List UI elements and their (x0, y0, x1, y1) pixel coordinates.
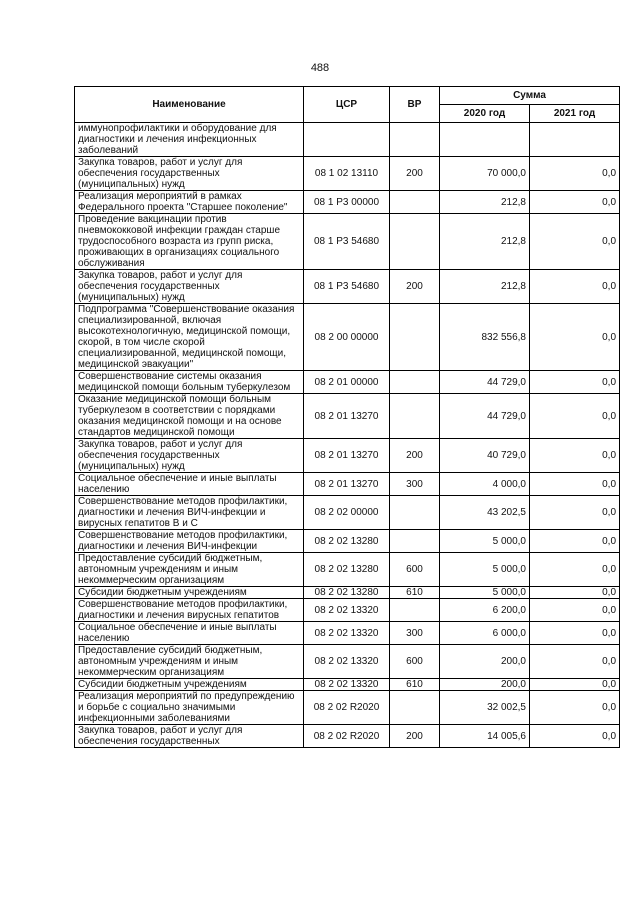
row-name: Субсидии бюджетным учреждениям (75, 587, 304, 599)
row-vr: 600 (390, 645, 440, 679)
row-vr (390, 530, 440, 553)
row-csr: 08 2 02 13320 (304, 645, 390, 679)
row-2020: 5 000,0 (440, 553, 530, 587)
row-2021: 0,0 (530, 587, 620, 599)
row-2020: 43 202,5 (440, 496, 530, 530)
row-vr (390, 304, 440, 371)
row-2020: 32 002,5 (440, 691, 530, 725)
budget-table (74, 86, 620, 748)
table-row (75, 123, 620, 157)
table-row (75, 473, 620, 496)
table-row (75, 530, 620, 553)
row-name: Закупка товаров, работ и услуг для обеспечения государственных (муниципальных) нужд (75, 270, 304, 304)
row-name: Совершенствование методов профилактики, диагностики и лечения ВИЧ-инфекции и вирусных гепатитов В и С (75, 496, 304, 530)
header-2020: 2020 год (440, 105, 530, 123)
row-2021: 0,0 (530, 599, 620, 622)
row-vr: 200 (390, 157, 440, 191)
row-2020: 212,8 (440, 214, 530, 270)
table-row (75, 439, 620, 473)
row-2020: 832 556,8 (440, 304, 530, 371)
row-vr (390, 214, 440, 270)
row-name: Проведение вакцинации против пневмококковой инфекции граждан старше трудоспособного возраста из групп риска, проживающих в организациях социального обслуживания (75, 214, 304, 270)
row-name: Субсидии бюджетным учреждениям (75, 679, 304, 691)
table-row (75, 394, 620, 439)
row-2021: 0,0 (530, 270, 620, 304)
table-row (75, 496, 620, 530)
table-row (75, 691, 620, 725)
row-2021: 0,0 (530, 679, 620, 691)
row-csr: 08 2 01 13270 (304, 439, 390, 473)
row-2021: 0,0 (530, 214, 620, 270)
row-vr: 200 (390, 270, 440, 304)
row-2020: 200,0 (440, 645, 530, 679)
row-2021: 0,0 (530, 304, 620, 371)
row-csr: 08 2 01 13270 (304, 394, 390, 439)
row-2020: 200,0 (440, 679, 530, 691)
row-vr (390, 371, 440, 394)
row-vr: 200 (390, 439, 440, 473)
row-vr (390, 123, 440, 157)
row-2020: 6 200,0 (440, 599, 530, 622)
row-2021: 0,0 (530, 645, 620, 679)
table-body (75, 123, 620, 748)
row-vr: 600 (390, 553, 440, 587)
table-row (75, 725, 620, 748)
row-2020: 4 000,0 (440, 473, 530, 496)
row-name: Реализация мероприятий по предупреждению и борьбе с социально значимыми инфекционными заболеваниями (75, 691, 304, 725)
row-csr: 08 2 02 13320 (304, 622, 390, 645)
row-2021 (530, 123, 620, 157)
row-vr (390, 599, 440, 622)
row-name: Социальное обеспечение и иные выплаты населению (75, 622, 304, 645)
row-csr: 08 2 02 13280 (304, 587, 390, 599)
row-vr (390, 191, 440, 214)
row-name: Закупка товаров, работ и услуг для обеспечения государственных (муниципальных) нужд (75, 157, 304, 191)
table-row (75, 553, 620, 587)
table-row (75, 371, 620, 394)
row-2021: 0,0 (530, 157, 620, 191)
table-row (75, 157, 620, 191)
row-csr: 08 2 00 00000 (304, 304, 390, 371)
table-row (75, 645, 620, 679)
row-2020: 6 000,0 (440, 622, 530, 645)
row-csr: 08 1 02 13110 (304, 157, 390, 191)
row-2020: 40 729,0 (440, 439, 530, 473)
table-row (75, 599, 620, 622)
row-2020: 212,8 (440, 270, 530, 304)
header-csr: ЦСР (304, 87, 390, 123)
table-row (75, 270, 620, 304)
row-vr: 300 (390, 473, 440, 496)
row-name: Социальное обеспечение и иные выплаты населению (75, 473, 304, 496)
row-name: Закупка товаров, работ и услуг для обеспечения государственных (муниципальных) нужд (75, 439, 304, 473)
row-csr: 08 2 02 13320 (304, 679, 390, 691)
row-2020: 14 005,6 (440, 725, 530, 748)
row-csr: 08 2 01 00000 (304, 371, 390, 394)
row-name: иммунопрофилактики и оборудование для диагностики и лечения инфекционных заболеваний (75, 123, 304, 157)
row-vr: 300 (390, 622, 440, 645)
row-name: Совершенствование методов профилактики, диагностики и лечения вирусных гепатитов (75, 599, 304, 622)
row-2020: 5 000,0 (440, 587, 530, 599)
row-vr: 610 (390, 679, 440, 691)
row-csr: 08 2 02 13320 (304, 599, 390, 622)
row-vr (390, 496, 440, 530)
table-row (75, 587, 620, 599)
row-name: Реализация мероприятий в рамках Федерального проекта "Старшее поколение" (75, 191, 304, 214)
row-csr: 08 2 02 13280 (304, 553, 390, 587)
row-2021: 0,0 (530, 530, 620, 553)
page-number: 488 (310, 62, 330, 74)
row-name: Совершенствование методов профилактики, диагностики и лечения ВИЧ-инфекции (75, 530, 304, 553)
row-2021: 0,0 (530, 725, 620, 748)
row-2021: 0,0 (530, 691, 620, 725)
row-2020: 70 000,0 (440, 157, 530, 191)
row-2021: 0,0 (530, 394, 620, 439)
row-2020: 44 729,0 (440, 371, 530, 394)
row-2020 (440, 123, 530, 157)
row-2020: 44 729,0 (440, 394, 530, 439)
row-csr: 08 2 02 R2020 (304, 725, 390, 748)
row-2021: 0,0 (530, 473, 620, 496)
row-name: Подпрограмма "Совершенствование оказания специализированной, включая высокотехнологичную, медицинской помощи, скорой, в том числе скорой специализированной, медицинской помощи, медицинской эвакуации" (75, 304, 304, 371)
row-name: Предоставление субсидий бюджетным, автономным учреждениям и иным некоммерческим организациям (75, 645, 304, 679)
row-2021: 0,0 (530, 439, 620, 473)
row-vr (390, 394, 440, 439)
row-2021: 0,0 (530, 553, 620, 587)
row-csr: 08 2 02 R2020 (304, 691, 390, 725)
row-csr: 08 2 02 00000 (304, 496, 390, 530)
header-vr: ВР (390, 87, 440, 123)
row-csr: 08 1 P3 54680 (304, 214, 390, 270)
row-name: Предоставление субсидий бюджетным, автономным учреждениям и иным некоммерческим организациям (75, 553, 304, 587)
header-sum: Сумма (440, 87, 620, 105)
row-csr: 08 2 01 13270 (304, 473, 390, 496)
row-2020: 5 000,0 (440, 530, 530, 553)
row-csr (304, 123, 390, 157)
header-2021: 2021 год (530, 105, 620, 123)
row-csr: 08 1 P3 00000 (304, 191, 390, 214)
row-vr (390, 691, 440, 725)
row-name: Закупка товаров, работ и услуг для обеспечения государственных (75, 725, 304, 748)
row-2021: 0,0 (530, 496, 620, 530)
row-2021: 0,0 (530, 622, 620, 645)
row-name: Совершенствование системы оказания медицинской помощи больным туберкулезом (75, 371, 304, 394)
header-name: Наименование (75, 87, 304, 123)
row-vr: 610 (390, 587, 440, 599)
table-row (75, 191, 620, 214)
row-name: Оказание медицинской помощи больным туберкулезом в соответствии с порядками оказания медицинской помощи и на основе стандартов медицинской помощи (75, 394, 304, 439)
row-2021: 0,0 (530, 191, 620, 214)
row-2021: 0,0 (530, 371, 620, 394)
table-row (75, 622, 620, 645)
row-vr: 200 (390, 725, 440, 748)
row-2020: 212,8 (440, 191, 530, 214)
row-csr: 08 1 P3 54680 (304, 270, 390, 304)
table-row (75, 214, 620, 270)
row-csr: 08 2 02 13280 (304, 530, 390, 553)
table-row (75, 304, 620, 371)
table-row (75, 679, 620, 691)
